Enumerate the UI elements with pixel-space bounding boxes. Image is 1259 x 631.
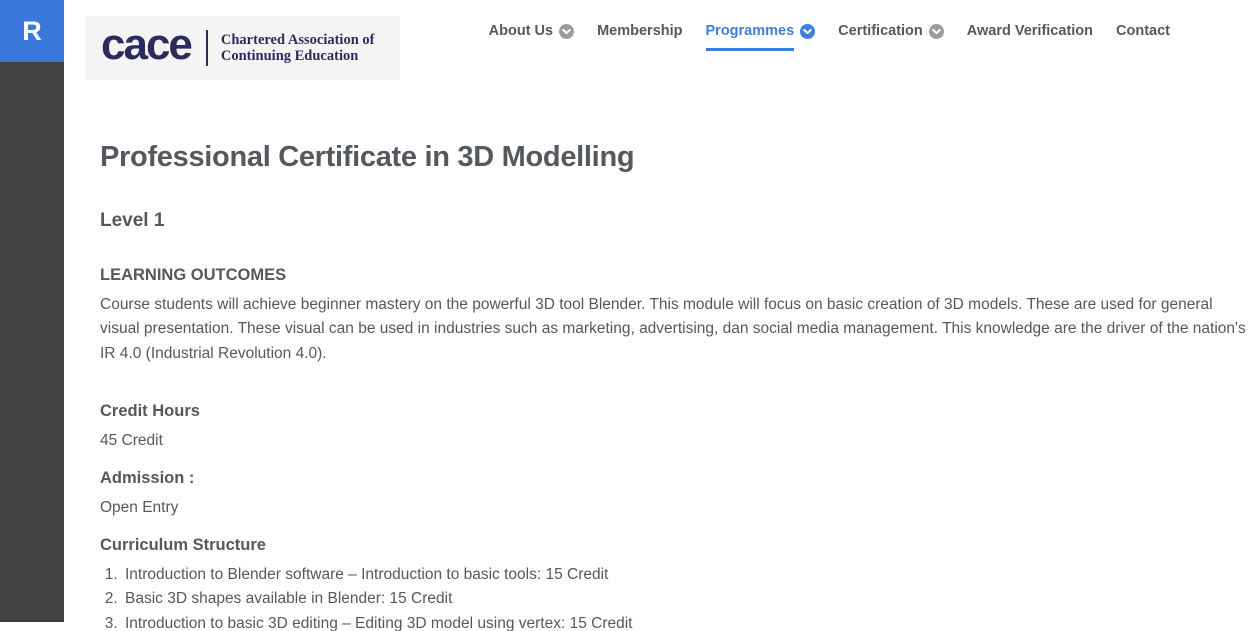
admission-value: Open Entry	[100, 498, 179, 516]
nav-label: Membership	[597, 23, 683, 39]
nav-item-about-us[interactable]	[489, 23, 574, 39]
nav-item-award-verification[interactable]	[967, 23, 1093, 39]
curriculum-list	[100, 563, 1246, 631]
chevron-down-icon	[800, 24, 815, 39]
credit-hours-value: 45 Credit	[100, 431, 163, 449]
logo-tagline-line1: Chartered Association of	[220, 32, 375, 48]
site-logo[interactable]	[85, 16, 400, 80]
content-wrap	[64, 0, 1259, 631]
logo-divider	[206, 30, 208, 66]
logo-tagline	[221, 32, 375, 64]
site-header	[64, 0, 1259, 80]
nav-label: Certification	[838, 23, 923, 39]
level-heading: Level 1	[100, 210, 165, 231]
main-content	[64, 143, 1259, 631]
learning-outcomes-text: Course students will achieve beginner mastery on the powerful 3D tool Blender. This module will focus on basic creation of 3D models. These are used for general visual presentation. These visual can be used in industries such as marketing, advertising, dan social media management. This knowledge are the driver of the nation's IR 4.0 (Industrial Revolution 4.0).	[100, 295, 1246, 362]
avatar[interactable]: R	[0, 0, 64, 62]
nav-label: Contact	[1116, 23, 1170, 39]
curriculum-item: 2. Basic 3D shapes available in Blender: 15 Credit	[122, 587, 1246, 612]
credit-hours-heading: Credit Hours	[100, 402, 200, 420]
nav-item-contact[interactable]	[1116, 23, 1170, 39]
logo-brand-text: cace	[101, 20, 191, 69]
nav-item-membership[interactable]	[597, 23, 682, 39]
main-nav	[466, 23, 1170, 39]
nav-label: Programmes	[705, 23, 795, 39]
chevron-down-icon	[559, 24, 574, 39]
left-sidebar	[0, 0, 64, 622]
nav-label: About Us	[488, 23, 554, 39]
logo-tagline-line2: Continuing Education	[220, 48, 359, 64]
curriculum-heading: Curriculum Structure	[100, 536, 266, 554]
learning-outcomes-heading: LEARNING OUTCOMES	[100, 266, 287, 284]
curriculum-item: 1. Introduction to Blender software – Introduction to basic tools: 15 Credit	[122, 563, 1246, 588]
page-title: Professional Certificate in 3D Modelling	[100, 141, 635, 173]
nav-label: Award Verification	[966, 23, 1094, 39]
curriculum-item: 3. Introduction to basic 3D editing – Editing 3D model using vertex: 15 Credit	[122, 612, 1246, 631]
admission-heading: Admission :	[100, 469, 195, 487]
nav-item-certification[interactable]	[838, 23, 944, 39]
chevron-down-icon	[929, 24, 944, 39]
nav-item-programmes[interactable]	[706, 23, 816, 39]
